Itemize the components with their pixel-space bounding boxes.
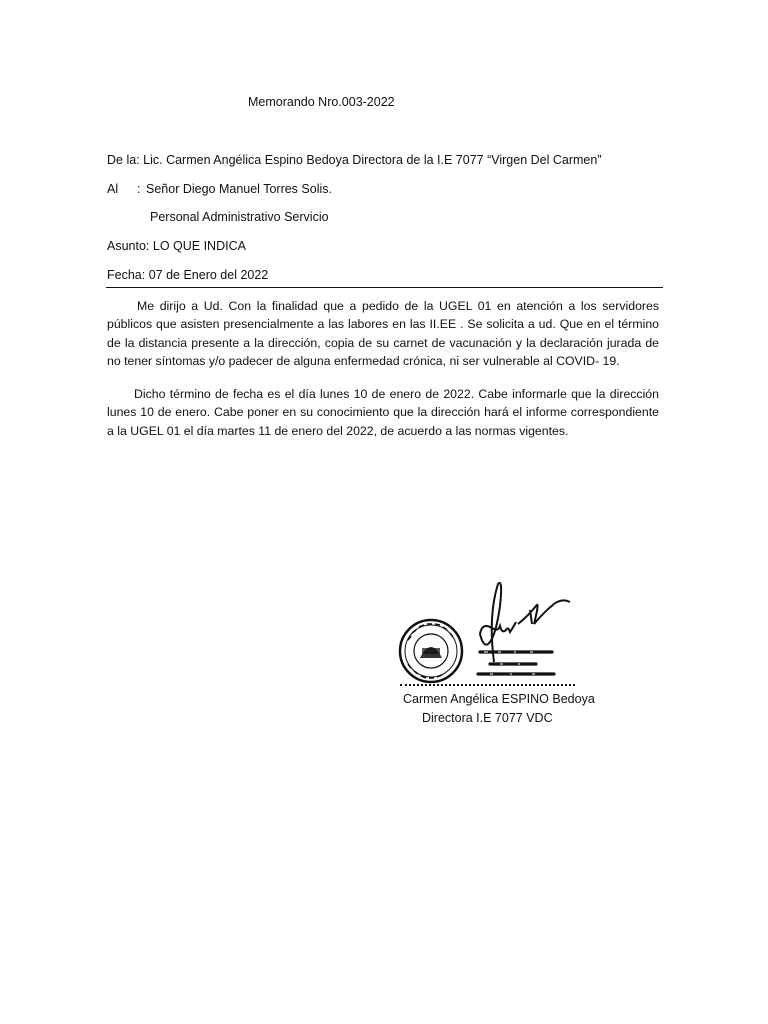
memo-title: Memorando Nro.003-2022 [248, 95, 395, 109]
signature-stamp-image [470, 576, 580, 681]
date-label: Fecha: [107, 268, 146, 282]
to-name: Señor Diego Manuel Torres Solis. [146, 182, 332, 196]
from-line [107, 151, 601, 169]
subject-value: LO QUE INDICA [152, 239, 246, 253]
body-paragraph-2: Dicho término de fecha es el día lunes 10 de enero de 2022. Cabe informarle que la dirección lunes 10 de enero. Cabe poner en su conocimiento que la dirección hará el informe correspondiente a la UGEL 01 el día martes 11 de enero del 2022, de acuerdo a las normas vigentes. [107, 387, 659, 438]
to-role: Personal Administrativo Servicio [150, 210, 329, 224]
body-paragraph-1: Me dirijo a Ud. Con la finalidad que a pedido de la UGEL 01 en atención a los servidores públicos que asisten presencialmente a las labores en las II.EE . Se solicita a ud. Que en el término de la distancia presente a la dirección, copia de su carnet de vacunación y la declaración jurada de no tener síntomas y/o padecer de alguna enfermedad crónica, ni ser vulnerable al COVID- 19. [107, 299, 659, 369]
to-colon: : [137, 182, 141, 196]
header-divider [106, 287, 663, 288]
date-line [107, 266, 268, 284]
signer-title: Directora I.E 7077 VDC [422, 711, 553, 725]
subject-line [107, 237, 246, 255]
from-value: Lic. Carmen Angélica Espino Bedoya Directora de la I.E 7077 “Virgen Del Carmen” [143, 153, 602, 167]
official-seal-image [398, 618, 464, 684]
signature-line [400, 684, 575, 686]
subject-label: Asunto: [107, 239, 150, 253]
to-label: Al [107, 182, 119, 196]
from-label: De la: [107, 153, 140, 167]
signer-name: Carmen Angélica ESPINO Bedoya [403, 692, 595, 706]
date-value: 07 de Enero del 2022 [148, 268, 269, 282]
